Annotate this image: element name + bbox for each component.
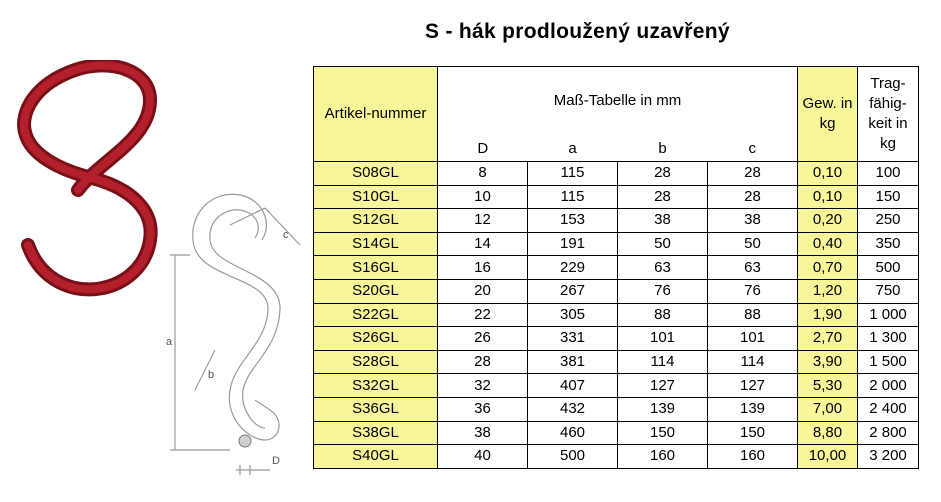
- s-hook-photo: [24, 65, 151, 289]
- cell-c: 76: [708, 279, 798, 303]
- table-row: [314, 162, 919, 186]
- cell-D: 26: [438, 327, 528, 351]
- cell-capacity: 1 000: [858, 303, 919, 327]
- cell-b: 139: [618, 397, 708, 421]
- cell-article: S20GL: [314, 279, 438, 303]
- cell-c: 50: [708, 232, 798, 256]
- table-row: [314, 327, 919, 351]
- cell-capacity: 350: [858, 232, 919, 256]
- cell-capacity: 750: [858, 279, 919, 303]
- header-article: Artikel-nummer: [314, 67, 438, 162]
- cell-article: S10GL: [314, 185, 438, 209]
- header-D: D: [438, 138, 528, 162]
- dim-label-a: a: [166, 336, 173, 348]
- table-row: [314, 209, 919, 233]
- cell-weight: 0,20: [798, 209, 858, 233]
- spec-table: [313, 66, 919, 469]
- table-row: [314, 445, 919, 469]
- header-a: a: [528, 138, 618, 162]
- cell-article: S28GL: [314, 350, 438, 374]
- cell-weight: 0,10: [798, 185, 858, 209]
- cell-a: 191: [528, 232, 618, 256]
- cell-weight: 1,20: [798, 279, 858, 303]
- cell-a: 500: [528, 445, 618, 469]
- dim-label-c: c: [283, 229, 289, 241]
- table-row: [314, 374, 919, 398]
- cell-capacity: 500: [858, 256, 919, 280]
- cell-b: 114: [618, 350, 708, 374]
- cell-article: S40GL: [314, 445, 438, 469]
- cell-weight: 10,00: [798, 445, 858, 469]
- cell-a: 267: [528, 279, 618, 303]
- header-weight: Gew. in kg: [798, 67, 858, 162]
- table-row: [314, 303, 919, 327]
- cell-weight: 0,10: [798, 162, 858, 186]
- table-row: [314, 397, 919, 421]
- cell-article: S14GL: [314, 232, 438, 256]
- cell-D: 12: [438, 209, 528, 233]
- wire-cross-section: [239, 435, 251, 447]
- table-row: [314, 185, 919, 209]
- cell-D: 22: [438, 303, 528, 327]
- cell-capacity: 1 300: [858, 327, 919, 351]
- header-capacity: Trag-fähig-keit in kg: [858, 67, 919, 162]
- cell-D: 36: [438, 397, 528, 421]
- cell-c: 88: [708, 303, 798, 327]
- cell-weight: 2,70: [798, 327, 858, 351]
- cell-capacity: 2 800: [858, 421, 919, 445]
- cell-a: 432: [528, 397, 618, 421]
- cell-weight: 1,90: [798, 303, 858, 327]
- cell-D: 40: [438, 445, 528, 469]
- cell-b: 127: [618, 374, 708, 398]
- cell-capacity: 150: [858, 185, 919, 209]
- cell-D: 28: [438, 350, 528, 374]
- cell-a: 115: [528, 162, 618, 186]
- header-c: c: [708, 138, 798, 162]
- cell-D: 14: [438, 232, 528, 256]
- cell-a: 115: [528, 185, 618, 209]
- cell-D: 20: [438, 279, 528, 303]
- s-hook-illustration: [0, 60, 310, 480]
- cell-article: S12GL: [314, 209, 438, 233]
- cell-b: 76: [618, 279, 708, 303]
- cell-D: 32: [438, 374, 528, 398]
- cell-article: S22GL: [314, 303, 438, 327]
- cell-b: 88: [618, 303, 708, 327]
- cell-article: S08GL: [314, 162, 438, 186]
- cell-article: S38GL: [314, 421, 438, 445]
- dim-label-b: b: [208, 369, 215, 381]
- cell-D: 38: [438, 421, 528, 445]
- cell-a: 381: [528, 350, 618, 374]
- cell-c: 63: [708, 256, 798, 280]
- cell-capacity: 250: [858, 209, 919, 233]
- dim-label-D: D: [272, 455, 280, 467]
- table-row: [314, 256, 919, 280]
- cell-capacity: 100: [858, 162, 919, 186]
- cell-article: S36GL: [314, 397, 438, 421]
- cell-article: S16GL: [314, 256, 438, 280]
- cell-c: 28: [708, 185, 798, 209]
- cell-weight: 0,40: [798, 232, 858, 256]
- cell-c: 101: [708, 327, 798, 351]
- cell-b: 28: [618, 162, 708, 186]
- cell-capacity: 1 500: [858, 350, 919, 374]
- cell-D: 8: [438, 162, 528, 186]
- cell-a: 331: [528, 327, 618, 351]
- table-header-row-1: [314, 67, 919, 138]
- cell-c: 127: [708, 374, 798, 398]
- cell-weight: 0,70: [798, 256, 858, 280]
- cell-a: 229: [528, 256, 618, 280]
- cell-b: 50: [618, 232, 708, 256]
- cell-D: 16: [438, 256, 528, 280]
- cell-a: 460: [528, 421, 618, 445]
- cell-capacity: 2 000: [858, 374, 919, 398]
- table-row: [314, 350, 919, 374]
- cell-capacity: 2 400: [858, 397, 919, 421]
- cell-weight: 7,00: [798, 397, 858, 421]
- header-dimensions: Maß-Tabelle in mm: [438, 67, 798, 138]
- cell-article: S26GL: [314, 327, 438, 351]
- cell-c: 150: [708, 421, 798, 445]
- cell-b: 38: [618, 209, 708, 233]
- cell-weight: 5,30: [798, 374, 858, 398]
- cell-b: 101: [618, 327, 708, 351]
- cell-b: 28: [618, 185, 708, 209]
- cell-b: 63: [618, 256, 708, 280]
- cell-weight: 8,80: [798, 421, 858, 445]
- s-hook-technical-drawing: [170, 194, 300, 475]
- cell-b: 150: [618, 421, 708, 445]
- cell-a: 153: [528, 209, 618, 233]
- cell-c: 38: [708, 209, 798, 233]
- table-row: [314, 232, 919, 256]
- cell-c: 139: [708, 397, 798, 421]
- cell-a: 407: [528, 374, 618, 398]
- table-row: [314, 421, 919, 445]
- cell-a: 305: [528, 303, 618, 327]
- table-row: [314, 279, 919, 303]
- cell-D: 10: [438, 185, 528, 209]
- cell-b: 160: [618, 445, 708, 469]
- cell-weight: 3,90: [798, 350, 858, 374]
- cell-c: 114: [708, 350, 798, 374]
- cell-article: S32GL: [314, 374, 438, 398]
- cell-c: 28: [708, 162, 798, 186]
- page-title: S - hák prodloužený uzavřený: [425, 20, 730, 43]
- cell-capacity: 3 200: [858, 445, 919, 469]
- header-b: b: [618, 138, 708, 162]
- cell-c: 160: [708, 445, 798, 469]
